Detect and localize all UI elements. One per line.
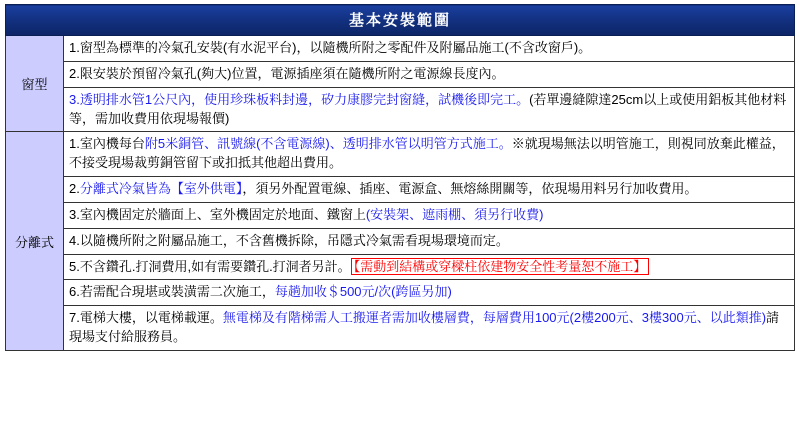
item-text-segment: (若單邊縫隙達25cm以上或使用鋁板其他材料等，需加收費用依現場報價) <box>69 91 787 126</box>
item-text-segment: 2.限安裝於預留冷氣孔(夠大)位置，電源插座須在隨機所附之電源線長度內。 <box>69 65 505 81</box>
list-item <box>64 228 795 254</box>
table-title-row <box>6 5 795 36</box>
table-row <box>6 61 795 87</box>
category-label: 分離式 <box>6 132 64 351</box>
table-row <box>6 36 795 62</box>
table-row <box>6 306 795 351</box>
list-item <box>64 36 795 62</box>
table-row <box>6 177 795 203</box>
item-text-segment: (安裝架、遮雨棚、須另行收費) <box>365 206 544 222</box>
item-text-segment: 1.室內機每台 <box>69 136 145 152</box>
table-row <box>6 87 795 132</box>
list-item <box>64 202 795 228</box>
item-text-segment: 請現場支付給服務員。 <box>69 310 780 345</box>
item-text-segment: 5.不含鑽孔.打洞費用,如有需要鑽孔.打洞者另計。 <box>69 258 351 274</box>
item-text-segment: 7.電梯大樓，以電梯載運。 <box>69 310 223 326</box>
list-item <box>64 177 795 203</box>
item-text-segment: 2. <box>69 181 80 197</box>
table-row <box>6 254 795 280</box>
list-item <box>64 306 795 351</box>
item-text-segment: ，須另外配置電線、插座、電源盒、無熔絲開關等，依現場用料另行加收費用。 <box>242 181 698 197</box>
item-text-segment: 3.透明排水管1公尺內，使用珍珠板料封邊，矽力康膠完封窗縫，試機後即完工。 <box>69 91 530 107</box>
item-text-segment: 每趟加收＄500元/次(跨區另加) <box>274 284 452 300</box>
installation-scope-table <box>5 4 795 351</box>
item-text-segment: 分離式冷氣皆為【室外供電】 <box>79 181 243 197</box>
item-text-segment: 【需動到結構或穿樑柱依建物安全性考量恕不施工】 <box>351 258 650 275</box>
page-title: 基本安裝範圍 <box>6 5 795 36</box>
list-item <box>64 132 795 177</box>
list-item <box>64 280 795 306</box>
item-text-segment: 6.若需配合現堪或裝潢需二次施工， <box>69 284 275 300</box>
item-text-segment: 3.室內機固定於牆面上、室外機固定於地面、鐵窗上 <box>69 206 366 222</box>
table-row <box>6 202 795 228</box>
item-text-segment: 4.以隨機所附之附屬品施工，不含舊機拆除，吊隱式冷氣需看現場環境而定。 <box>69 232 509 248</box>
item-text-segment: 無電梯及有階梯需人工搬運者需加收樓層費，每層費用100元(2樓200元、3樓300元、以此類推) <box>222 310 767 326</box>
table-row <box>6 132 795 177</box>
item-text-segment: 1.窗型為標準的冷氣孔安裝(有水泥平台)，以隨機所附之零配件及附屬品施工(不含改窗戶)。 <box>69 40 592 55</box>
item-text-segment: 附5米銅管、訊號線(不含電源線)、透明排水管以明管方式施工。 <box>144 136 512 152</box>
table-row <box>6 280 795 306</box>
list-item <box>64 254 795 280</box>
list-item <box>64 87 795 132</box>
list-item <box>64 61 795 87</box>
item-text-segment: ※就現場無法以明管施工，則視同放棄此權益，不接受現場裁剪銅管留下或扣抵其他超出費用。 <box>69 136 785 171</box>
table-row <box>6 228 795 254</box>
category-label: 窗型 <box>6 36 64 132</box>
